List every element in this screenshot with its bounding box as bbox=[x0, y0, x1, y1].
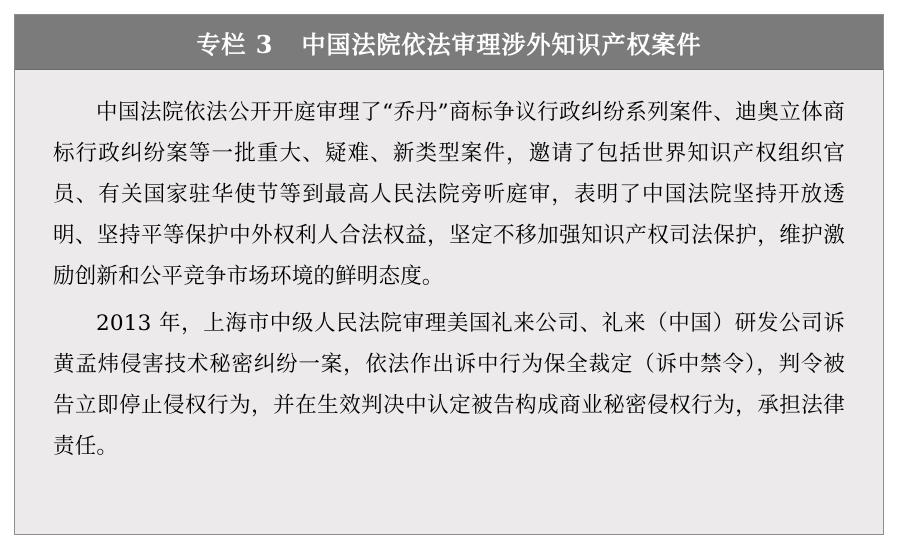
box-title: 专栏 3 中国法院依法审理涉外知识产权案件 bbox=[196, 29, 702, 59]
box-header bbox=[15, 15, 883, 70]
feature-box bbox=[14, 14, 884, 535]
box-body bbox=[15, 70, 883, 534]
paragraph-1: 中国法院依法公开开庭审理了“乔丹”商标争议行政纠纷系列案件、迪奥立体商标行政纠纷案等一批重大、疑难、新类型案件，邀请了包括世界知识产权组织官员、有关国家驻华使节等到最高人民法院旁听庭审，表明了中国法院坚持开放透明、坚持平等保护中外权利人合法权益，坚定不移加强知识产权司法保护，维护激励创新和公平竞争市场环境的鲜明态度。 bbox=[53, 100, 845, 289]
paragraph-2: 2013 年，上海市中级人民法院审理美国礼来公司、礼来（中国）研发公司诉黄孟炜侵害技术秘密纠纷一案，依法作出诉中行为保全裁定（诉中禁令），判令被告立即停止侵权行为，并在生效判决中认定被告构成商业秘密侵权行为，承担法律责任。 bbox=[53, 311, 845, 459]
